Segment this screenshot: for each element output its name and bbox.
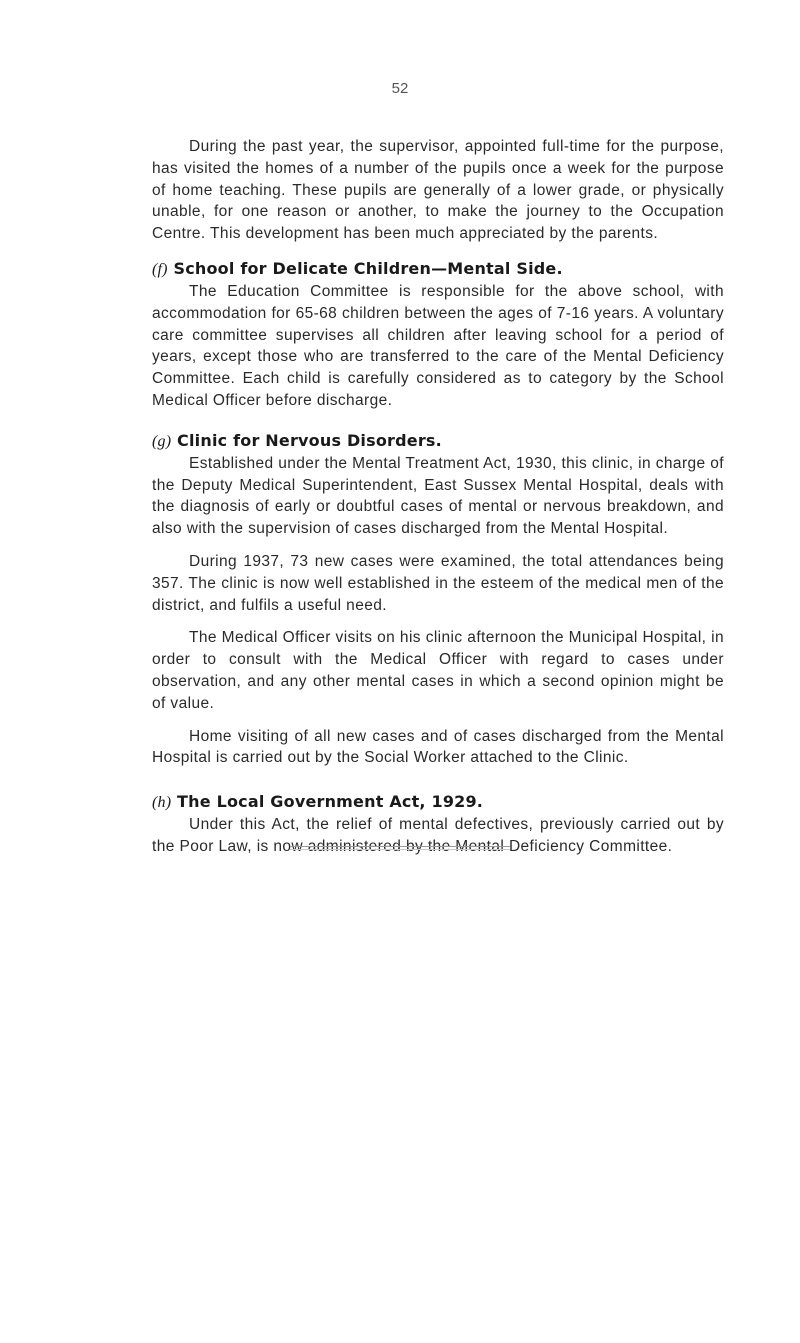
section-f-letter: (f) [152,260,168,278]
section-f-title: School for Delicate Children—Mental Side. [173,258,563,278]
section-g-paragraph-4: Home visiting of all new cases and of cases discharged from the Mental Hospital is carried out by the Social Worker attached to the Clinic. [152,727,724,767]
section-h-heading [152,791,724,814]
section-h-paragraph-1: Under this Act, the relief of mental defectives, previously carried out by the Poor Law, is now administered by the Mental Deficiency Committee. [152,816,724,855]
section-g-heading [152,430,724,453]
section-h-title: The Local Government Act, 1929. [177,792,484,812]
closing-rule [290,846,510,847]
closing-rule-double [290,849,510,850]
intro-paragraph: During the past year, the supervisor, appointed full-time for the purpose, has visited the homes of a number of the pupils once a week for the purpose of home teaching. These pupils are generally of a lower grade, or physically unable, for one reason or another, to make the journey to the Occupation Centre. This development has been much appreciated by the parents. [152,138,724,243]
section-h-letter: (h) [152,794,172,812]
section-f-heading [152,258,724,281]
page-number: 52 [391,80,409,97]
document-body [152,136,724,858]
section-g-letter: (g) [152,432,172,450]
section-g-paragraph-3: The Medical Officer visits on his clinic afternoon the Municipal Hospital, in order to consult with the Medical Officer with regard to cases under observation, and any other mental cases in which a second opinion might be of value. [152,629,724,712]
section-g-title: Clinic for Nervous Disorders. [177,430,442,450]
section-f-paragraph-1: The Education Committee is responsible for the above school, with accommodation for 65-68 children between the ages of 7-16 years. A voluntary care committee supervises all children after leaving school for a period of years, except those who are transferred to the care of the Mental Deficiency Committee. Each child is carefully considered as to category by the School Medical Officer before discharge. [152,282,724,409]
section-g-paragraph-1: Established under the Mental Treatment Act, 1930, this clinic, in charge of the Deputy Medical Superintendent, East Sussex Mental Hospital, deals with the diagnosis of early or doubtful cases of mental or nervous breakdown, and also with the supervision of cases discharged from the Mental Hospital. [152,454,724,538]
section-g-paragraph-2: During 1937, 73 new cases were examined, the total attendances being 357. The clinic is now well established in the esteem of the medical men of the district, and fulfils a useful need. [152,552,724,614]
